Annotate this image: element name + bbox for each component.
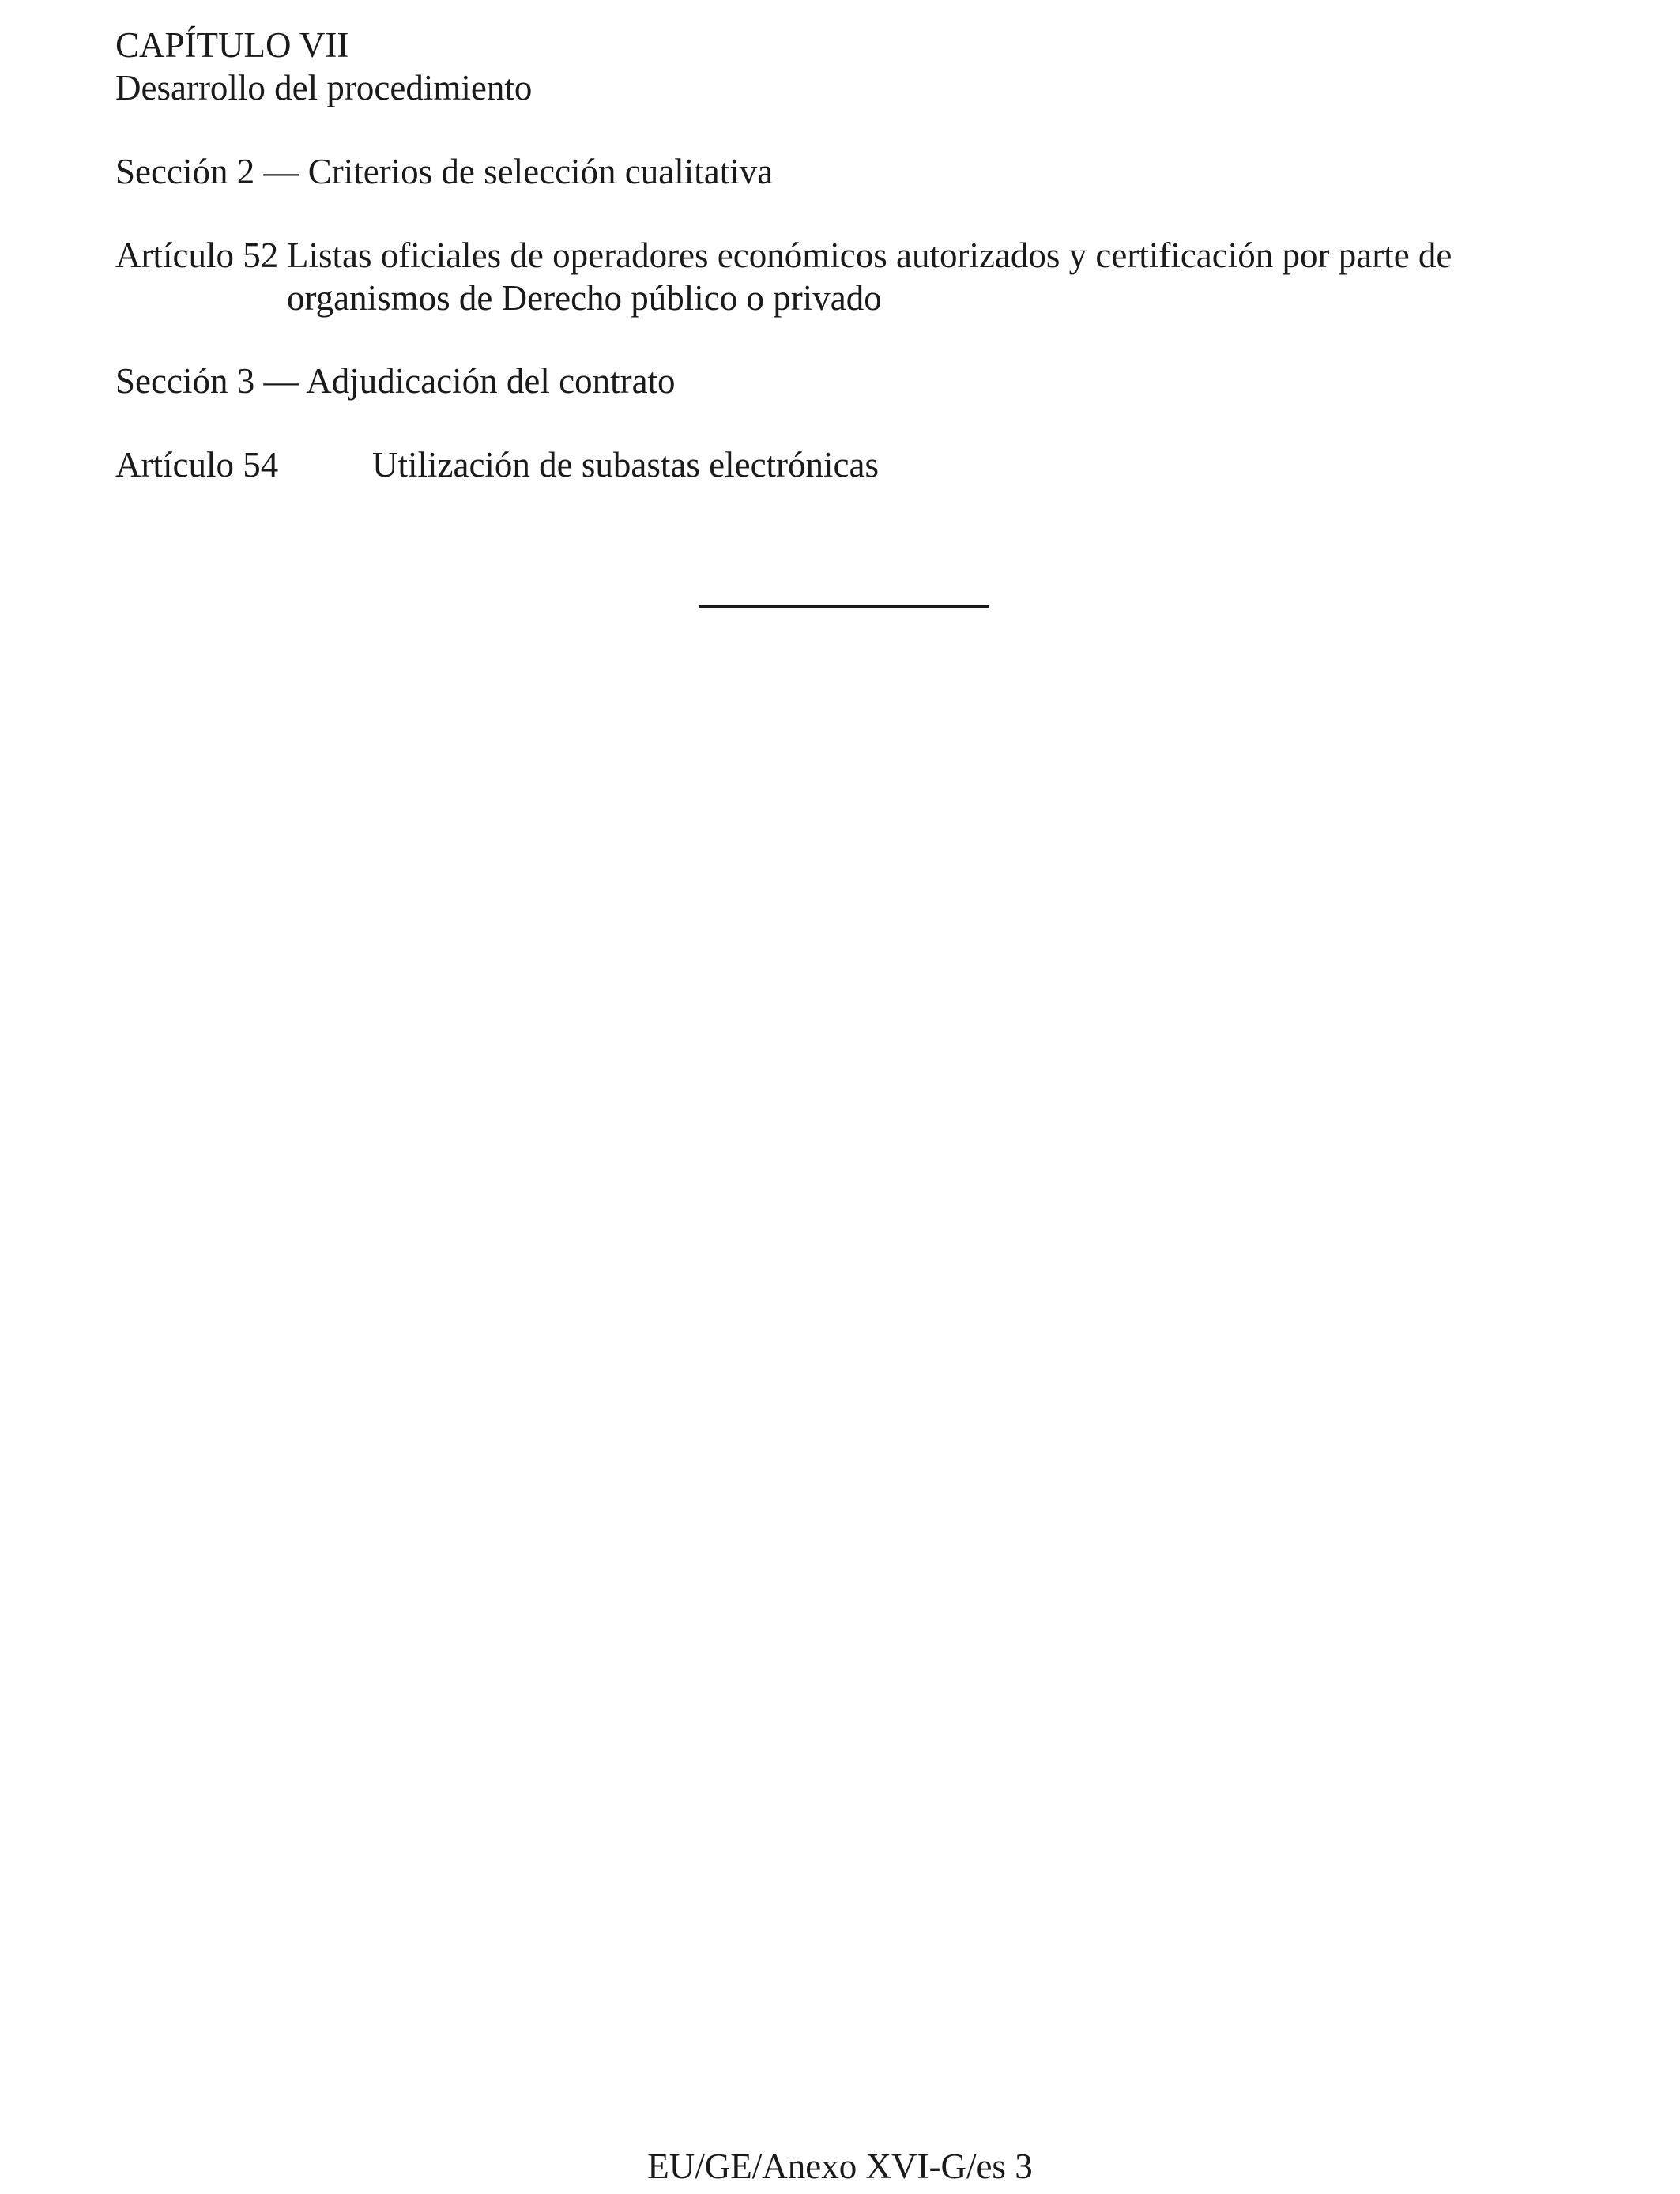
section-2-heading: Sección 2 — Criterios de selección cualitativa [115, 152, 774, 191]
chapter-subtitle: Desarrollo del procedimiento [115, 68, 533, 107]
section-3-heading: Sección 3 — Adjudicación del contrato [115, 361, 676, 401]
article-52-number: Artículo 52 [115, 236, 279, 275]
page-footer-reference: EU/GE/Anexo XVI-G/es 3 [647, 2147, 1033, 2186]
article-54-title: Utilización de subastas electrónicas [372, 445, 880, 484]
article-52-title: Listas oficiales de operadores económicos autorizados y certificación por parte de organismos de Derecho público o privado [287, 236, 1452, 318]
chapter-title: CAPÍTULO VII [115, 25, 349, 65]
end-divider [699, 605, 989, 608]
article-54-number: Artículo 54 [115, 445, 279, 484]
